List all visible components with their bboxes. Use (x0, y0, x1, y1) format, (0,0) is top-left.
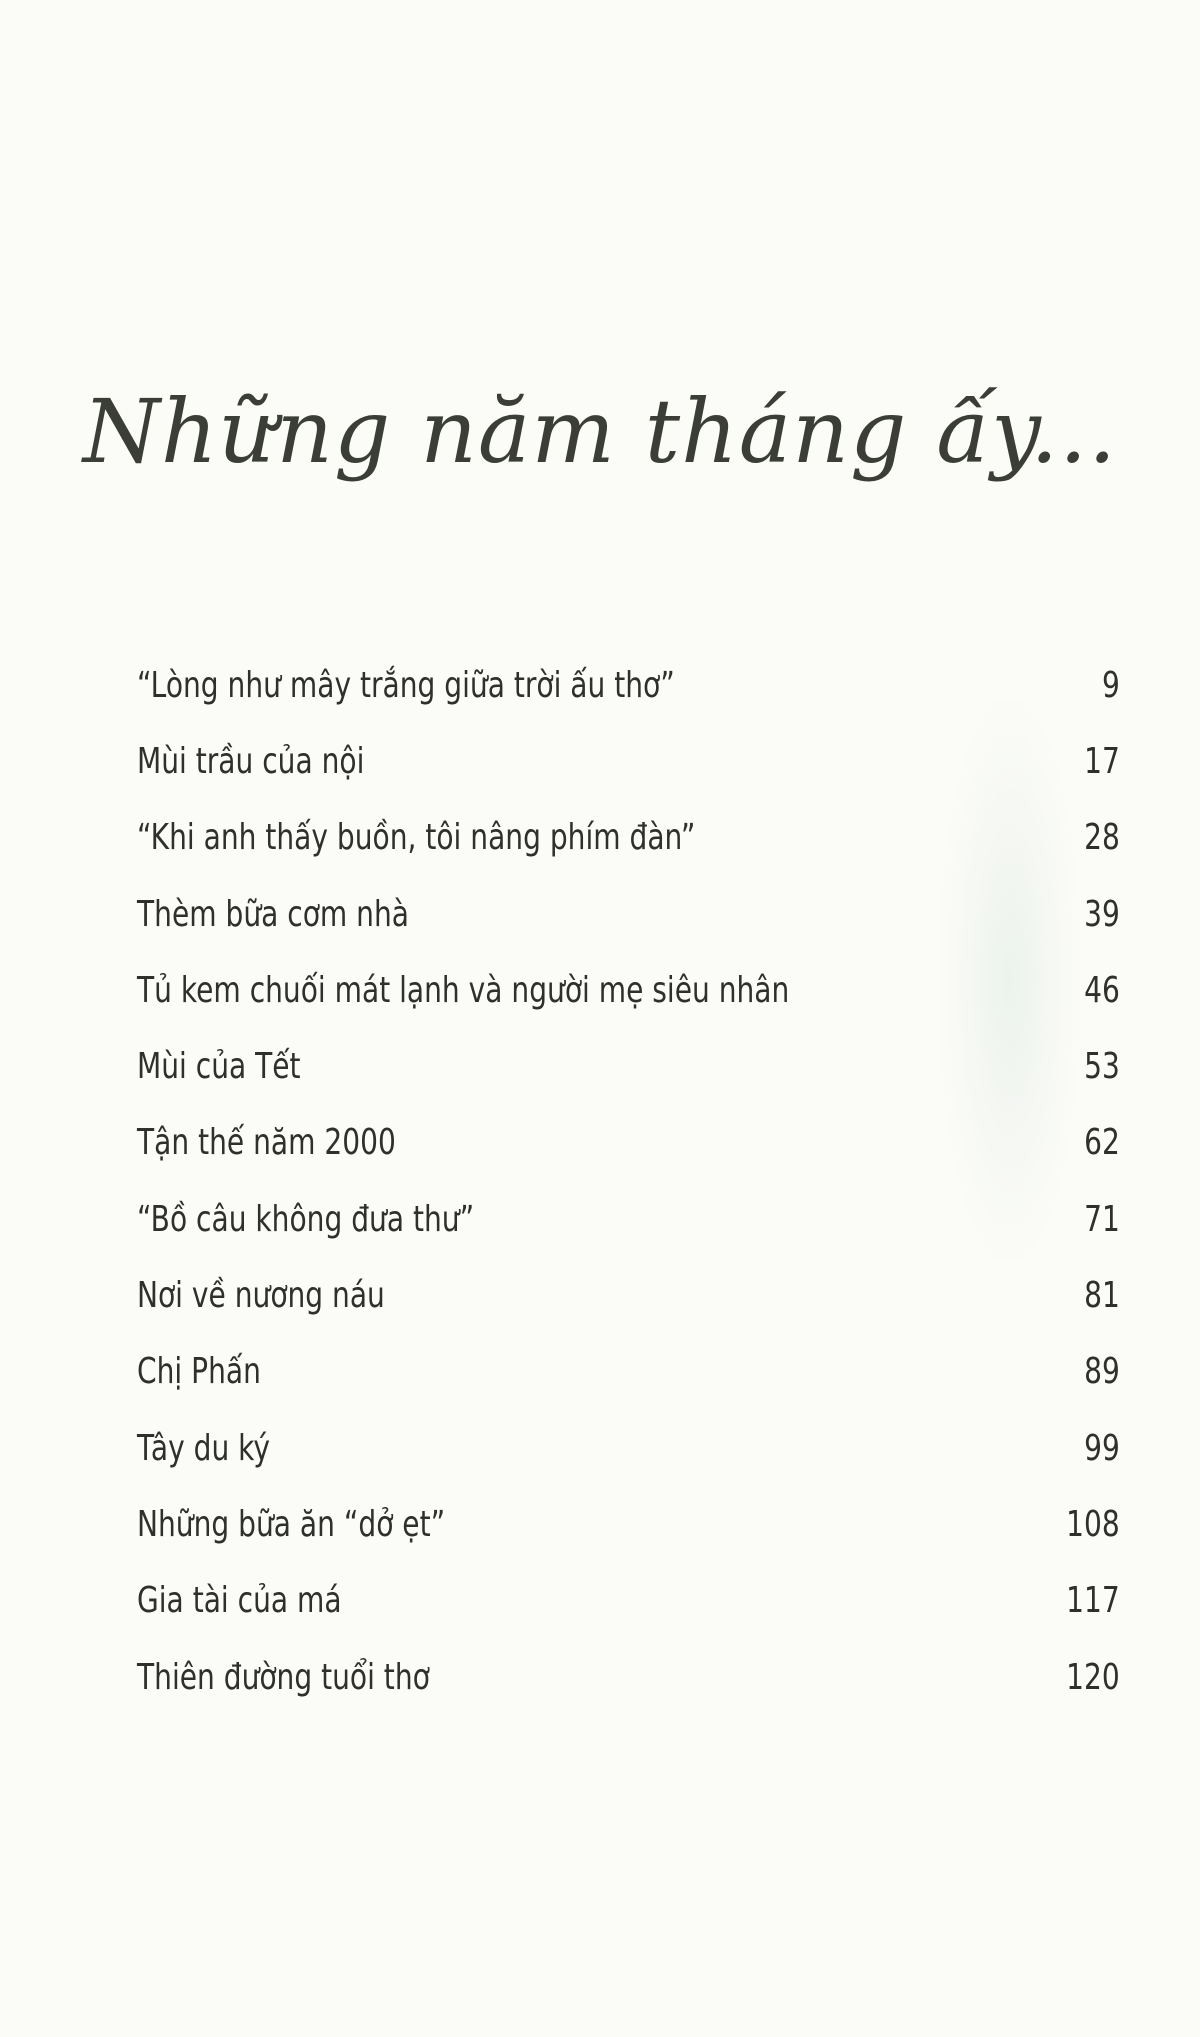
toc-entry-page: 53 (1084, 1046, 1120, 1088)
toc-entry-title: “Khi anh thấy buồn, tôi nâng phím đàn” (137, 817, 696, 859)
toc-entry (137, 1257, 1120, 1333)
toc-entry-title: Thèm bữa cơm nhà (137, 893, 409, 935)
toc-entry-page: 89 (1084, 1351, 1120, 1393)
toc-entry (137, 1486, 1120, 1562)
toc-entry-title: Tận thế năm 2000 (137, 1122, 396, 1164)
toc-entry (137, 800, 1120, 876)
toc-entry (137, 1334, 1120, 1410)
toc-entry (137, 1028, 1120, 1104)
toc-entry-page: 71 (1084, 1198, 1120, 1240)
toc-entry-page: 17 (1084, 740, 1120, 782)
toc-entry-page: 9 (1102, 664, 1120, 706)
toc-entry-page: 28 (1084, 817, 1120, 859)
toc-entry-title: Tây du ký (137, 1427, 271, 1469)
table-of-contents (137, 647, 1120, 1715)
toc-entry (137, 723, 1120, 799)
page-title: Những năm tháng ấy... (82, 380, 1118, 483)
toc-entry (137, 1181, 1120, 1257)
toc-entry-title: Nơi về nương náu (137, 1275, 385, 1317)
toc-entry-page: 108 (1066, 1503, 1120, 1545)
toc-entry-page: 120 (1066, 1656, 1120, 1698)
toc-entry-title: Thiên đường tuổi thơ (137, 1656, 430, 1698)
toc-entry (137, 1410, 1120, 1486)
toc-entry (137, 1105, 1120, 1181)
toc-entry-title: Mùi của Tết (137, 1046, 301, 1088)
toc-entry-page: 46 (1084, 969, 1120, 1011)
toc-entry-title: Những bữa ăn “dở ẹt” (137, 1503, 446, 1545)
toc-entry-title: Mùi trầu của nội (137, 740, 365, 782)
toc-entry (137, 647, 1120, 723)
toc-entry-page: 39 (1084, 893, 1120, 935)
toc-entry-page: 99 (1084, 1427, 1120, 1469)
toc-entry-title: Tủ kem chuối mát lạnh và người mẹ siêu nhân (137, 969, 790, 1011)
toc-entry-page: 81 (1084, 1275, 1120, 1317)
toc-entry (137, 1563, 1120, 1639)
toc-entry-title: Chị Phấn (137, 1351, 261, 1393)
toc-entry-title: Gia tài của má (137, 1580, 342, 1622)
toc-entry-page: 62 (1084, 1122, 1120, 1164)
toc-entry-title: “Bồ câu không đưa thư” (137, 1198, 475, 1240)
toc-entry-page: 117 (1066, 1580, 1120, 1622)
toc-entry (137, 1639, 1120, 1715)
toc-entry-title: “Lòng như mây trắng giữa trời ấu thơ” (137, 664, 675, 706)
toc-entry (137, 876, 1120, 952)
toc-entry (137, 952, 1120, 1028)
